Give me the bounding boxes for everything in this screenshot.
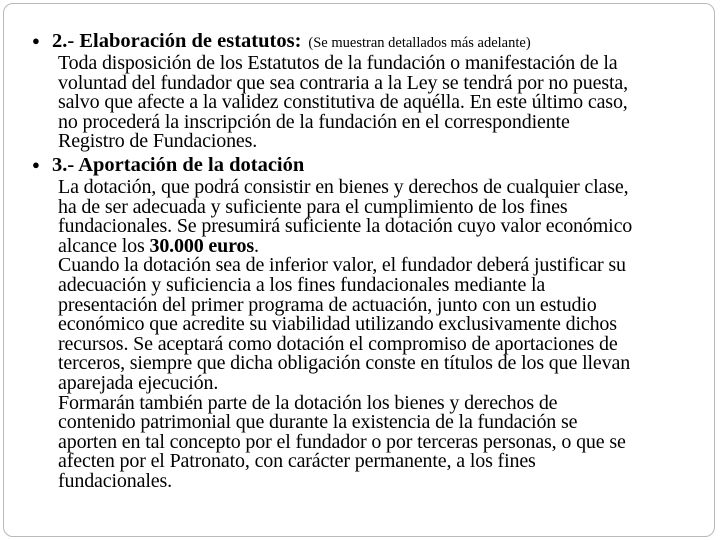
section-2-heading <box>32 30 712 54</box>
text-line: afecten por el Patronato, con carácter permanente, a los fines <box>58 450 536 473</box>
text-line: La dotación, que podrá consistir en bienes y derechos de cualquier clase, <box>58 175 629 198</box>
section-3-paragraph-3 <box>58 391 712 492</box>
section-2-aside: (Se muestran detallados más adelante) <box>308 35 531 51</box>
section-2-title: 2.- Elaboración de estatutos: <box>52 30 302 52</box>
amount-highlight: 30.000 euros <box>149 234 254 257</box>
text-line: Cuando la dotación sea de inferior valor, el fundador deberá justificar su <box>58 254 626 277</box>
text-line: terceros, siempre que dicha obligación conste en títulos de los que llevan <box>58 352 631 375</box>
text-line: presentación del primer programa de actuación, junto con un estudio <box>58 293 597 316</box>
section-3-title: 3.- Aportación de la dotación <box>52 153 305 176</box>
text-line: Toda disposición de los Estatutos de la fundación o manifestación de la <box>58 52 618 74</box>
section-3-paragraph-2 <box>58 256 712 393</box>
slide-frame <box>3 3 715 537</box>
bullet-icon: ● <box>32 156 40 172</box>
text-line: aporten en tal concepto por el fundador o por terceras personas, o que se <box>58 430 626 453</box>
line-prefix: alcance los <box>58 234 150 257</box>
text-line: adecuación y suficiencia a los fines fundacionales mediante la <box>58 273 546 296</box>
text-line: contenido patrimonial que durante la existencia de la fundación se <box>58 411 578 434</box>
bullet-icon: ● <box>32 33 40 48</box>
section-3-paragraph-1 <box>58 175 712 257</box>
text-line: aparejada ejecución. <box>58 371 219 394</box>
text-line: ha de ser adecuada y suficiente para el cumplimiento de los fines <box>58 195 568 218</box>
text-line: Formarán también parte de la dotación los bienes y derechos de <box>58 391 558 414</box>
text-line: fundacionales. <box>58 469 172 492</box>
slide-content <box>32 30 712 491</box>
text-line: recursos. Se aceptará como dotación el compromiso de aportaciones de <box>58 332 618 355</box>
text-line: económico que acredite su viabilidad utilizando exclusivamente dichos <box>58 313 617 336</box>
text-line: voluntad del fundador que sea contraria a la Ley se tendrá por no puesta, <box>58 71 628 94</box>
line-suffix: . <box>253 234 259 257</box>
text-line: Registro de Fundaciones. <box>58 130 258 153</box>
section-3-heading <box>32 154 712 178</box>
text-line: fundacionales. Se presumirá suficiente la dotación cuyo valor económico <box>58 215 633 238</box>
text-line: no procederá la inscripción de la fundación en el correspondiente <box>58 110 570 133</box>
section-2-paragraph <box>58 54 712 152</box>
text-line: salvo que afecte a la validez constitutiva de aquélla. En este último caso, <box>58 91 628 114</box>
